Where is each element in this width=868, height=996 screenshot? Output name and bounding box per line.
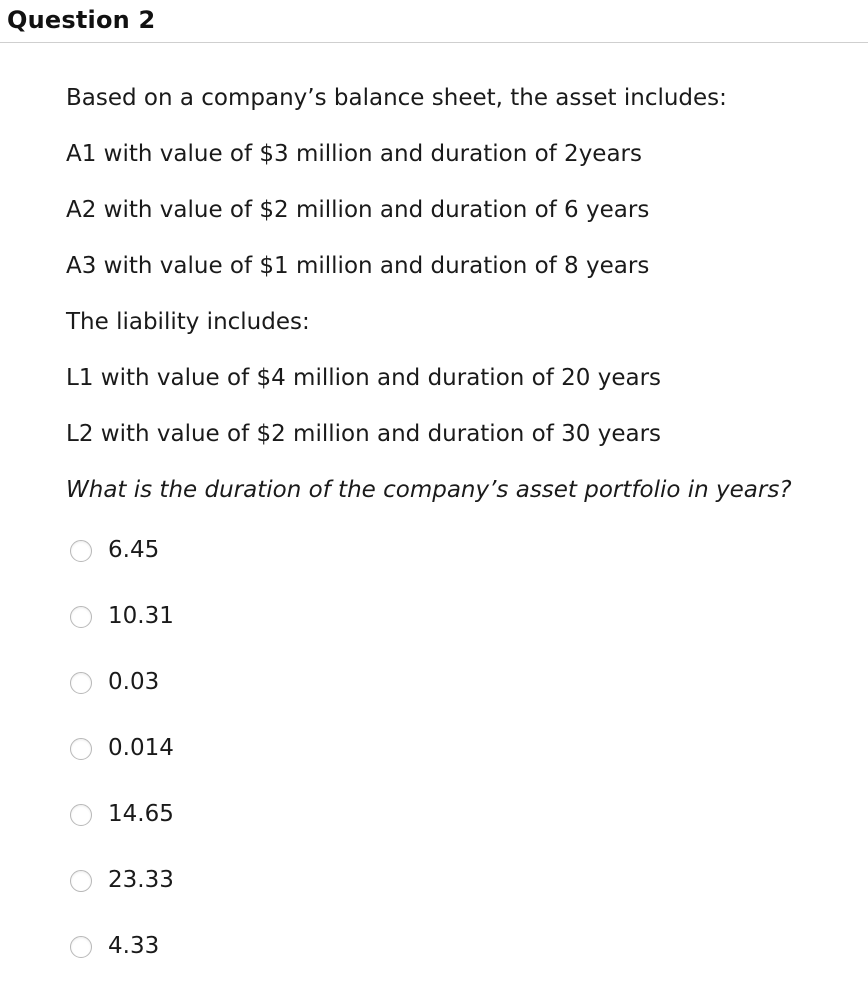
answer-option-6[interactable] [70, 858, 174, 924]
question-title: Question 2 [7, 6, 156, 34]
liability-heading: The liability includes: [66, 309, 310, 335]
answer-option-4[interactable] [70, 726, 174, 792]
radio-button[interactable] [70, 672, 92, 694]
option-label: 0.03 [108, 669, 160, 695]
option-label: 14.65 [108, 801, 174, 827]
question-header [0, 0, 868, 43]
option-label: 23.33 [108, 867, 174, 893]
answer-option-1[interactable] [70, 528, 174, 594]
asset-a3: A3 with value of $1 million and duration of 8 years [66, 253, 650, 279]
answer-option-3[interactable] [70, 660, 174, 726]
radio-button[interactable] [70, 936, 92, 958]
liability-l2: L2 with value of $2 million and duration of 30 years [66, 421, 662, 447]
question-stem [66, 78, 856, 526]
radio-button[interactable] [70, 606, 92, 628]
option-label: 10.31 [108, 603, 174, 629]
radio-button[interactable] [70, 870, 92, 892]
answer-options [70, 528, 174, 990]
option-label: 4.33 [108, 933, 160, 959]
radio-button[interactable] [70, 738, 92, 760]
option-label: 6.45 [108, 537, 160, 563]
question-prompt: What is the duration of the company’s asset portfolio in years? [66, 477, 792, 503]
liability-l1: L1 with value of $4 million and duration of 20 years [66, 365, 662, 391]
answer-option-7[interactable] [70, 924, 174, 990]
stem-intro: Based on a company’s balance sheet, the asset includes: [66, 85, 727, 111]
answer-option-2[interactable] [70, 594, 174, 660]
option-label: 0.014 [108, 735, 174, 761]
asset-a2: A2 with value of $2 million and duration of 6 years [66, 197, 650, 223]
answer-option-5[interactable] [70, 792, 174, 858]
radio-button[interactable] [70, 804, 92, 826]
asset-a1: A1 with value of $3 million and duration of 2years [66, 141, 642, 167]
radio-button[interactable] [70, 540, 92, 562]
